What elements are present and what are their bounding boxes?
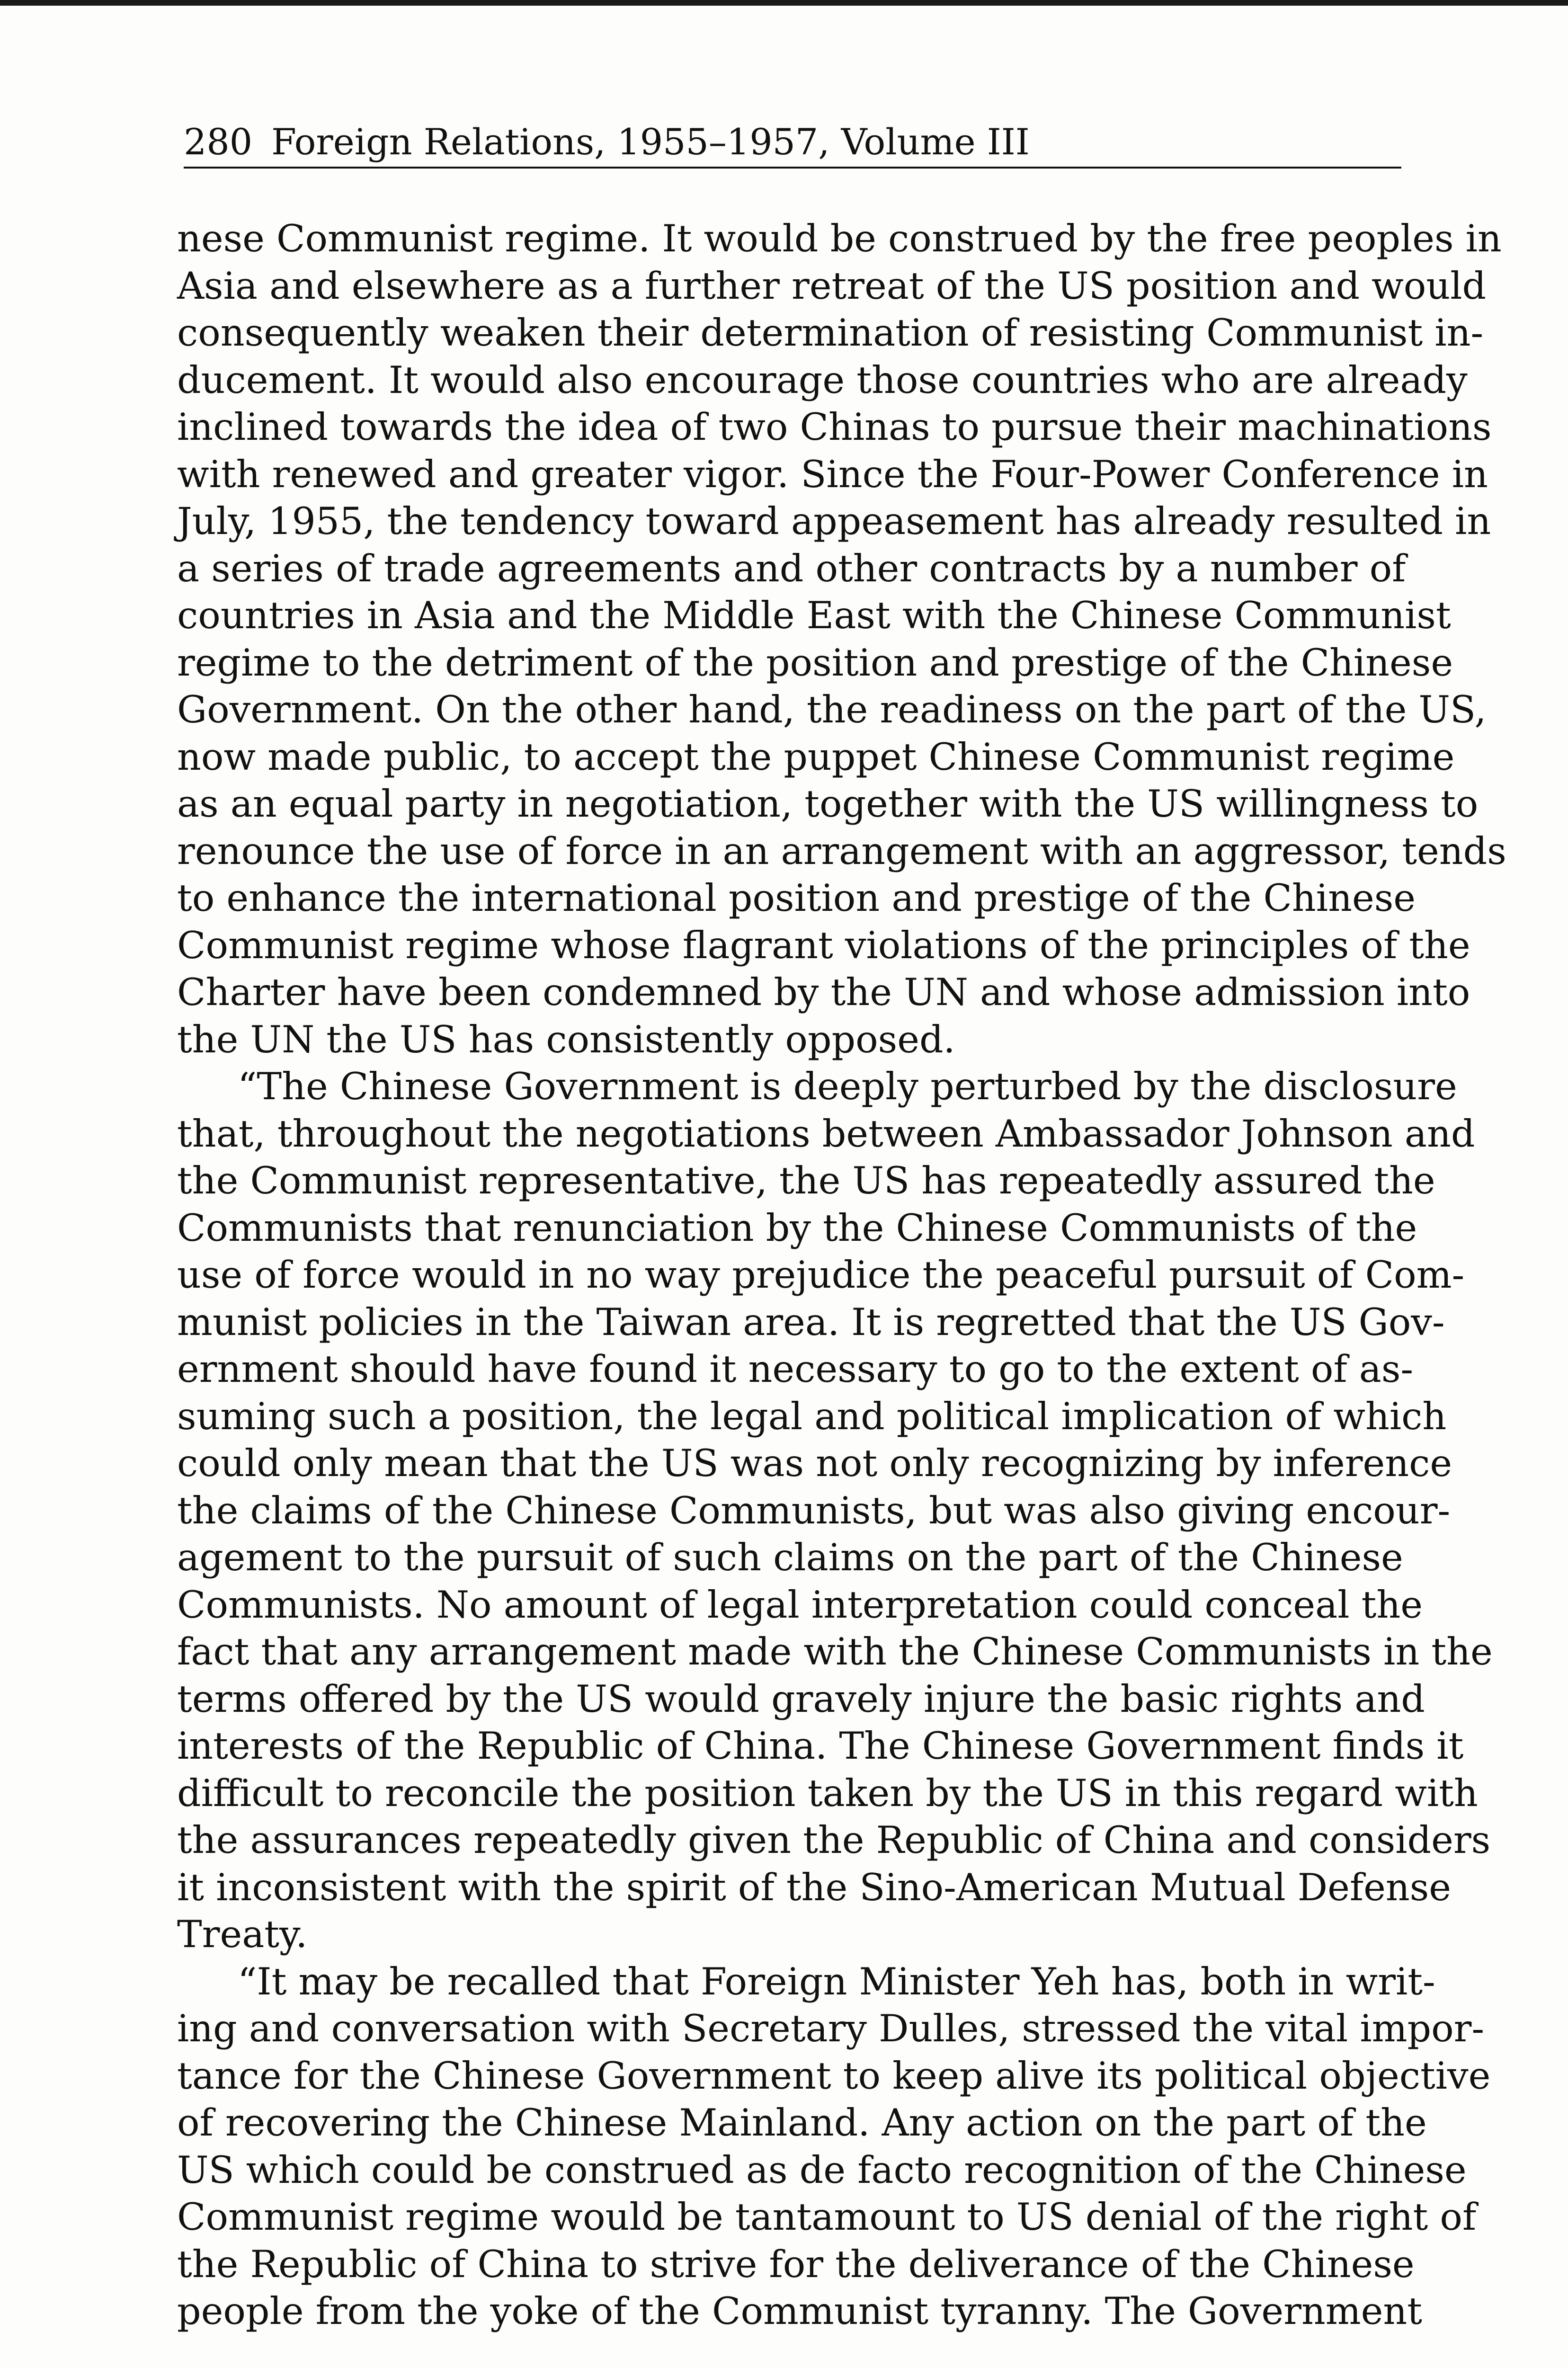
text-line: Treaty. [177, 1913, 308, 1956]
text-line: with renewed and greater vigor. Since the Four-Power Conference in [177, 452, 1488, 496]
page-number: 280 [184, 121, 253, 163]
text-line: Charter have been condemned by the UN and whose admission into [177, 970, 1470, 1014]
text-line: terms offered by the US would gravely injure the basic rights and [177, 1677, 1425, 1721]
text-line: Communist regime whose flagrant violations of the principles of the [177, 923, 1470, 967]
text-line: agement to the pursuit of such claims on the part of the Chinese [177, 1536, 1403, 1579]
text-line: tance for the Chinese Government to keep alive its political objective [177, 2054, 1491, 2098]
text-line: July, 1955, the tendency toward appeasement has already resulted in [177, 499, 1491, 543]
text-line: nese Communist regime. It would be construed by the free peoples in [177, 217, 1502, 260]
running-title: Foreign Relations, 1955–1957, Volume III [271, 121, 1030, 163]
running-head [184, 117, 1401, 169]
text-line: ernment should have found it necessary to go to the extent of as- [177, 1347, 1414, 1391]
text-line: interests of the Republic of China. The Chinese Government finds it [177, 1724, 1464, 1768]
text-line: US which could be construed as de facto recognition of the Chinese [177, 2148, 1467, 2192]
text-line: that, throughout the negotiations between Ambassador Johnson and [177, 1112, 1475, 1156]
text-line: countries in Asia and the Middle East with the Chinese Communist [177, 594, 1451, 637]
scan-top-edge [0, 0, 1568, 6]
text-line: suming such a position, the legal and political implication of which [177, 1394, 1447, 1438]
text-line: Asia and elsewhere as a further retreat of the US position and would [177, 264, 1487, 308]
paragraph [177, 215, 1506, 1063]
text-line: inclined towards the idea of two Chinas to pursue their machinations [177, 405, 1492, 449]
text-line: people from the yoke of the Communist tyranny. The Government [177, 2289, 1423, 2333]
paragraph [177, 1063, 1493, 1958]
text-line: a series of trade agreements and other contracts by a number of [177, 546, 1406, 590]
text-line: use of force would in no way prejudice the peaceful pursuit of Com- [177, 1253, 1465, 1297]
text-line: of recovering the Chinese Mainland. Any action on the part of the [177, 2101, 1427, 2145]
text-line: consequently weaken their determination of resisting Communist in- [177, 311, 1484, 355]
text-line: the claims of the Chinese Communists, but was also giving encour- [177, 1488, 1451, 1532]
text-line: fact that any arrangement made with the Chinese Communists in the [177, 1630, 1493, 1673]
text-line: it inconsistent with the spirit of the Sino-American Mutual Defense [177, 1865, 1452, 1909]
text-line: now made public, to accept the puppet Chinese Communist regime [177, 735, 1455, 779]
text-line: to enhance the international position and prestige of the Chinese [177, 876, 1416, 920]
text-line: the Republic of China to strive for the deliverance of the Chinese [177, 2242, 1415, 2286]
text-line: “The Chinese Government is deeply perturbed by the disclosure [238, 1065, 1457, 1108]
text-line: could only mean that the US was not only recognizing by inference [177, 1442, 1452, 1485]
text-line: munist policies in the Taiwan area. It is regretted that the US Gov- [177, 1300, 1445, 1344]
text-line: renounce the use of force in an arrangement with an aggressor, tends [177, 829, 1506, 873]
text-line: regime to the detriment of the position and prestige of the Chinese [177, 641, 1453, 685]
text-line: “It may be recalled that Foreign Minister Yeh has, both in writ- [238, 1959, 1435, 2003]
text-line: the assurances repeatedly given the Republic of China and considers [177, 1818, 1491, 1862]
text-line: ing and conversation with Secretary Dulles, stressed the vital impor- [177, 2007, 1485, 2050]
text-line: Government. On the other hand, the readiness on the part of the US, [177, 688, 1487, 731]
text-line: difficult to reconcile the position taken by the US in this regard with [177, 1771, 1478, 1815]
text-line: Communists. No amount of legal interpretation could conceal the [177, 1583, 1423, 1627]
text-line: Communists that renunciation by the Chinese Communists of the [177, 1206, 1417, 1250]
text-line: the UN the US has consistently opposed. [177, 1017, 955, 1061]
text-line: Communist regime would be tantamount to US denial of the right of [177, 2195, 1477, 2239]
body-text [177, 215, 1506, 2335]
paragraph [177, 1958, 1491, 2335]
text-line: ducement. It would also encourage those countries who are already [177, 358, 1468, 402]
text-line: the Communist representative, the US has repeatedly assured the [177, 1159, 1435, 1202]
text-line: as an equal party in negotiation, together with the US willingness to [177, 782, 1479, 826]
